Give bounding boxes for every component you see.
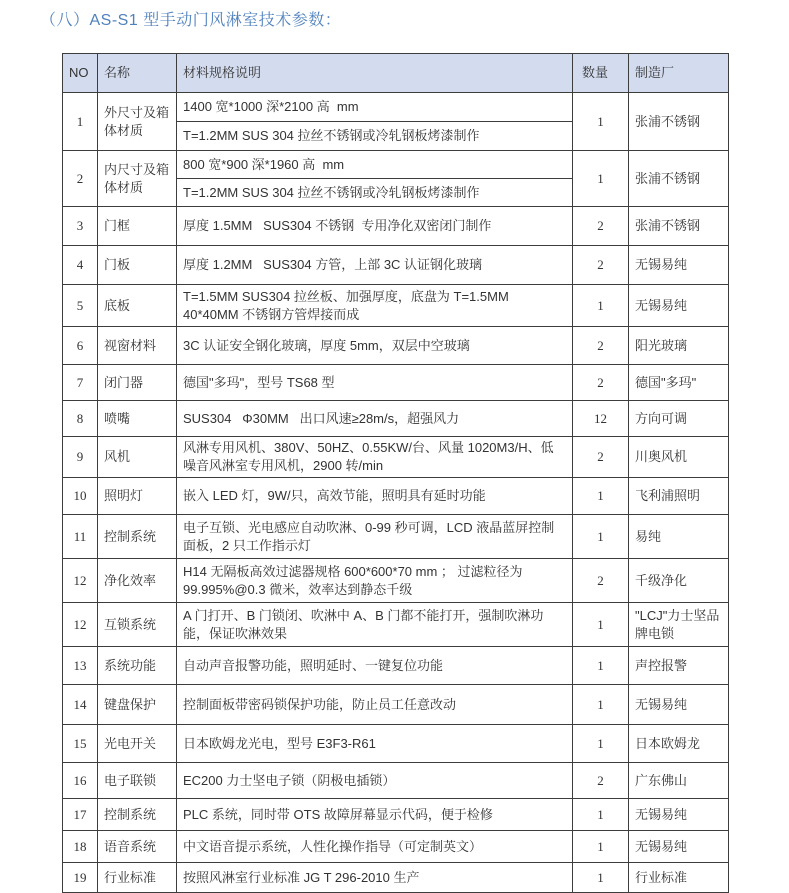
cell-spec: A 门打开、B 门锁闭、吹淋中 A、B 门都不能打开，强制吹淋功能，保证吹淋效果 xyxy=(177,603,573,647)
header-spec: 材料规格说明 xyxy=(177,54,573,93)
table-row xyxy=(63,559,729,603)
table-row xyxy=(63,603,729,647)
table-row xyxy=(63,285,729,327)
cell-name: 键盘保护 xyxy=(98,685,177,725)
table-row xyxy=(63,93,729,122)
table-row xyxy=(63,725,729,763)
cell-manufacturer: 张浦不锈钢 xyxy=(629,151,729,207)
cell-name: 门板 xyxy=(98,246,177,285)
cell-qty: 1 xyxy=(573,603,629,647)
cell-spec: 嵌入 LED 灯，9W/只，高效节能，照明具有延时功能 xyxy=(177,478,573,515)
cell-no: 14 xyxy=(63,685,98,725)
cell-name: 净化效率 xyxy=(98,559,177,603)
cell-qty: 1 xyxy=(573,285,629,327)
cell-name: 风机 xyxy=(98,437,177,478)
cell-manufacturer: 日本欧姆龙 xyxy=(629,725,729,763)
cell-manufacturer: 张浦不锈钢 xyxy=(629,93,729,151)
cell-qty: 2 xyxy=(573,365,629,401)
table-row xyxy=(63,151,729,179)
cell-qty: 2 xyxy=(573,437,629,478)
cell-spec: 自动声音报警功能，照明延时、一键复位功能 xyxy=(177,647,573,685)
cell-no: 2 xyxy=(63,151,98,207)
cell-no: 3 xyxy=(63,207,98,246)
cell-qty: 2 xyxy=(573,327,629,365)
cell-spec: 德国"多玛"，型号 TS68 型 xyxy=(177,365,573,401)
cell-no: 12 xyxy=(63,603,98,647)
cell-no: 12 xyxy=(63,559,98,603)
cell-spec: 厚度 1.2MM SUS304 方管，上部 3C 认证钢化玻璃 xyxy=(177,246,573,285)
cell-name: 喷嘴 xyxy=(98,401,177,437)
table-header-row xyxy=(63,54,729,93)
cell-qty: 1 xyxy=(573,863,629,893)
cell-manufacturer: 川奥风机 xyxy=(629,437,729,478)
cell-no: 5 xyxy=(63,285,98,327)
cell-manufacturer: 无锡易纯 xyxy=(629,285,729,327)
header-name: 名称 xyxy=(98,54,177,93)
cell-no: 18 xyxy=(63,831,98,863)
cell-manufacturer: 无锡易纯 xyxy=(629,685,729,725)
table-row xyxy=(63,763,729,799)
cell-manufacturer: 易纯 xyxy=(629,515,729,559)
cell-spec: SUS304 Φ30MM 出口风速≥28m/s，超强风力 xyxy=(177,401,573,437)
cell-qty: 1 xyxy=(573,831,629,863)
table-row xyxy=(63,437,729,478)
cell-qty: 1 xyxy=(573,725,629,763)
page-title: （八）AS-S1 型手动门风淋室技术参数： xyxy=(40,12,342,29)
cell-manufacturer: 无锡易纯 xyxy=(629,799,729,831)
cell-name: 系统功能 xyxy=(98,647,177,685)
table-row xyxy=(63,478,729,515)
cell-name: 语音系统 xyxy=(98,831,177,863)
table-row xyxy=(63,799,729,831)
cell-spec: PLC 系统，同时带 OTS 故障屏幕显示代码，便于检修 xyxy=(177,799,573,831)
cell-no: 16 xyxy=(63,763,98,799)
cell-manufacturer: 飞利浦照明 xyxy=(629,478,729,515)
cell-name: 控制系统 xyxy=(98,799,177,831)
cell-spec-line: T=1.2MM SUS 304 拉丝不锈钢或冷轧钢板烤漆制作 xyxy=(177,179,573,207)
cell-qty: 1 xyxy=(573,515,629,559)
cell-no: 10 xyxy=(63,478,98,515)
header-manufacturer: 制造厂 xyxy=(629,54,729,93)
cell-qty: 1 xyxy=(573,93,629,151)
cell-qty: 1 xyxy=(573,151,629,207)
cell-spec: 控制面板带密码锁保护功能，防止员工任意改动 xyxy=(177,685,573,725)
table-row xyxy=(63,401,729,437)
header-no: NO xyxy=(63,54,98,93)
cell-qty: 1 xyxy=(573,799,629,831)
cell-manufacturer: 张浦不锈钢 xyxy=(629,207,729,246)
cell-manufacturer: 广东佛山 xyxy=(629,763,729,799)
cell-no: 9 xyxy=(63,437,98,478)
cell-no: 1 xyxy=(63,93,98,151)
cell-spec-line: T=1.2MM SUS 304 拉丝不锈钢或冷轧钢板烤漆制作 xyxy=(177,122,573,151)
cell-qty: 1 xyxy=(573,685,629,725)
cell-no: 13 xyxy=(63,647,98,685)
cell-name: 控制系统 xyxy=(98,515,177,559)
cell-no: 15 xyxy=(63,725,98,763)
cell-no: 7 xyxy=(63,365,98,401)
cell-spec: H14 无隔板高效过滤器规格 600*600*70 mm ； 过滤粒径为 99.995%@0.3 微米，效率达到静态千级 xyxy=(177,559,573,603)
cell-spec: 中文语音提示系统，人性化操作指导（可定制英文） xyxy=(177,831,573,863)
cell-no: 8 xyxy=(63,401,98,437)
cell-spec: 厚度 1.5MM SUS304 不锈钢 专用净化双密闭门制作 xyxy=(177,207,573,246)
cell-manufacturer: 无锡易纯 xyxy=(629,246,729,285)
table-row xyxy=(63,246,729,285)
header-qty: 数量 xyxy=(573,54,629,93)
cell-qty: 2 xyxy=(573,763,629,799)
table-row xyxy=(63,327,729,365)
cell-name: 光电开关 xyxy=(98,725,177,763)
cell-spec: 日本欧姆龙光电，型号 E3F3-R61 xyxy=(177,725,573,763)
cell-qty: 12 xyxy=(573,401,629,437)
cell-spec: EC200 力士坚电子锁（阴极电插锁） xyxy=(177,763,573,799)
cell-name: 互锁系统 xyxy=(98,603,177,647)
cell-name: 行业标准 xyxy=(98,863,177,893)
cell-name: 电子联锁 xyxy=(98,763,177,799)
cell-no: 4 xyxy=(63,246,98,285)
cell-spec: 按照风淋室行业标准 JG T 296-2010 生产 xyxy=(177,863,573,893)
cell-spec: 电子互锁、光电感应自动吹淋、0-99 秒可调，LCD 液晶蓝屏控制面板，2 只工作指示灯 xyxy=(177,515,573,559)
cell-no: 6 xyxy=(63,327,98,365)
cell-name: 底板 xyxy=(98,285,177,327)
table-row xyxy=(63,863,729,893)
cell-spec-line: 800 宽*900 深*1960 高 mm xyxy=(177,151,573,179)
cell-name: 外尺寸及箱体材质 xyxy=(98,93,177,151)
cell-name: 闭门器 xyxy=(98,365,177,401)
table-row xyxy=(63,647,729,685)
cell-spec-line: 1400 宽*1000 深*2100 高 mm xyxy=(177,93,573,122)
cell-manufacturer: 无锡易纯 xyxy=(629,831,729,863)
table-row xyxy=(63,207,729,246)
cell-qty: 2 xyxy=(573,246,629,285)
table-row xyxy=(63,515,729,559)
cell-name: 照明灯 xyxy=(98,478,177,515)
table-row xyxy=(63,685,729,725)
cell-spec: 3C 认证安全钢化玻璃，厚度 5mm，双层中空玻璃 xyxy=(177,327,573,365)
cell-name: 内尺寸及箱体材质 xyxy=(98,151,177,207)
cell-spec: T=1.5MM SUS304 拉丝板、加强厚度，底盘为 T=1.5MM 40*40MM 不锈钢方管焊接而成 xyxy=(177,285,573,327)
cell-manufacturer: 声控报警 xyxy=(629,647,729,685)
cell-qty: 1 xyxy=(573,478,629,515)
spec-table xyxy=(62,53,729,893)
cell-qty: 2 xyxy=(573,559,629,603)
cell-qty: 1 xyxy=(573,647,629,685)
cell-manufacturer: 阳光玻璃 xyxy=(629,327,729,365)
cell-spec: 风淋专用风机、380V、50HZ、0.55KW/台、风量 1020M3/H、低噪音风淋室专用风机，2900 转/min xyxy=(177,437,573,478)
cell-manufacturer: 行业标准 xyxy=(629,863,729,893)
cell-qty: 2 xyxy=(573,207,629,246)
cell-no: 19 xyxy=(63,863,98,893)
table-row xyxy=(63,365,729,401)
cell-no: 17 xyxy=(63,799,98,831)
cell-name: 门框 xyxy=(98,207,177,246)
cell-name: 视窗材料 xyxy=(98,327,177,365)
cell-no: 11 xyxy=(63,515,98,559)
cell-manufacturer: 千级净化 xyxy=(629,559,729,603)
cell-manufacturer: 方向可调 xyxy=(629,401,729,437)
table-row xyxy=(63,831,729,863)
cell-manufacturer: 德国"多玛" xyxy=(629,365,729,401)
cell-manufacturer: "LCJ"力士坚品牌电锁 xyxy=(629,603,729,647)
